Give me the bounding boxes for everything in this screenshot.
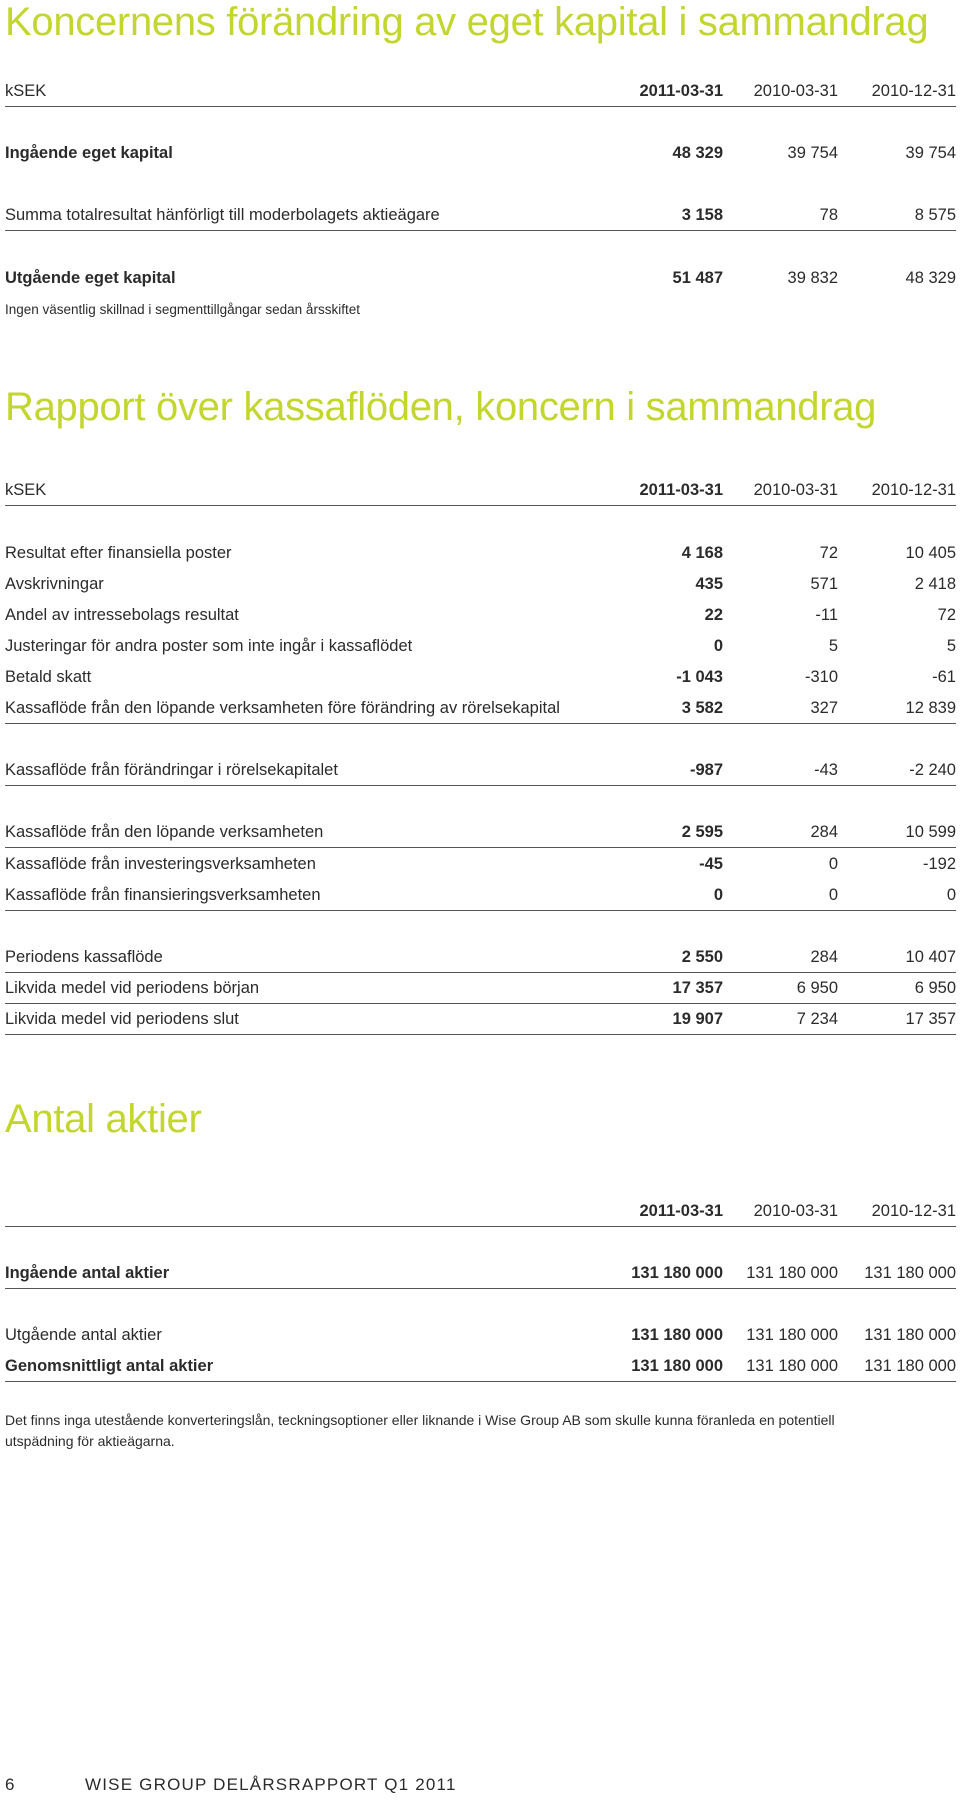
row-value: 6 950 — [796, 979, 838, 997]
row-value: 7 234 — [796, 1010, 838, 1028]
row-label: Ingående eget kapital — [5, 144, 173, 162]
row-value: 78 — [819, 206, 838, 224]
row-value: 10 599 — [905, 823, 956, 841]
row-value: 131 180 000 — [631, 1326, 723, 1344]
row-value: 5 — [828, 637, 838, 655]
row-value: -45 — [699, 855, 723, 873]
table-row — [5, 263, 956, 293]
row-value: 4 168 — [681, 544, 723, 562]
row-value: 17 357 — [905, 1010, 956, 1028]
row-value: 10 405 — [905, 544, 956, 562]
shares-title: Antal aktier — [5, 1097, 202, 1141]
row-value: 48 329 — [672, 144, 723, 162]
row-value: 0 — [713, 886, 723, 904]
col-2010-12-31: 2010-12-31 — [871, 481, 956, 499]
col-2011-03-31: 2011-03-31 — [639, 1202, 723, 1220]
row-value: 10 407 — [905, 948, 956, 966]
table-row — [5, 1320, 956, 1350]
shares-note: Det finns inga utestående konverteringslån, teckningsoptioner eller liknande i Wise Group AB som skulle kunna föranleda en potentiell utspädning för aktieägarna. — [5, 1412, 835, 1449]
table-row — [5, 631, 956, 661]
row-value: 284 — [810, 948, 838, 966]
table-row — [5, 849, 956, 879]
footer-title: WISE GROUP DELÅRSRAPPORT Q1 2011 — [85, 1775, 457, 1794]
equity-title: Koncernens förändring av eget kapital i sammandrag — [5, 0, 929, 44]
col-2010-03-31: 2010-03-31 — [753, 481, 838, 499]
row-value: 131 180 000 — [864, 1326, 956, 1344]
row-value: 17 357 — [672, 979, 723, 997]
row-value: 571 — [810, 575, 838, 593]
row-label: Likvida medel vid periodens början — [5, 979, 260, 997]
col-2010-12-31: 2010-12-31 — [871, 82, 956, 100]
table-row — [5, 662, 956, 692]
row-label: Justeringar för andra poster som inte ingår i kassaflödet — [5, 637, 413, 655]
row-label: Utgående antal aktier — [5, 1326, 162, 1344]
row-value: 2 550 — [681, 948, 723, 966]
table-row — [5, 538, 956, 568]
row-label: Utgående eget kapital — [5, 269, 176, 287]
table-row — [5, 1351, 956, 1382]
equity-note — [5, 295, 956, 325]
row-value: 5 — [946, 637, 956, 655]
row-label: Likvida medel vid periodens slut — [5, 1010, 239, 1028]
row-value: 131 180 000 — [746, 1264, 838, 1282]
row-label: Resultat efter finansiella poster — [5, 544, 232, 562]
table-row — [5, 200, 956, 231]
col-2011-03-31: 2011-03-31 — [639, 82, 723, 100]
row-label: Kassaflöde från den löpande verksamheten före förändring av rörelsekapital — [5, 699, 560, 717]
row-value: -192 — [922, 855, 956, 873]
row-value: 3 582 — [681, 699, 723, 717]
row-value: 39 832 — [787, 269, 838, 287]
col-2010-03-31: 2010-03-31 — [753, 1202, 838, 1220]
row-value: 2 418 — [914, 575, 956, 593]
table-row — [5, 755, 956, 786]
row-value: 39 754 — [787, 144, 838, 162]
row-value: 51 487 — [672, 269, 723, 287]
page-number: 6 — [5, 1775, 16, 1794]
row-label: Ingående antal aktier — [5, 1264, 170, 1282]
table-row — [5, 1258, 956, 1289]
row-value: 12 839 — [905, 699, 956, 717]
equity-header-row — [5, 76, 956, 107]
row-value: 0 — [946, 886, 956, 904]
row-label: Kassaflöde från finansieringsverksamheten — [5, 886, 321, 904]
table-row — [5, 138, 956, 168]
unit-label: kSEK — [5, 82, 47, 100]
row-value: 435 — [695, 575, 723, 593]
row-label: Kassaflöde från den löpande verksamheten — [5, 823, 324, 841]
row-value: 19 907 — [672, 1010, 723, 1028]
row-value: 6 950 — [914, 979, 956, 997]
row-label: Andel av intressebolags resultat — [5, 606, 239, 624]
table-row — [5, 973, 956, 1004]
row-value: 131 180 000 — [631, 1264, 723, 1282]
note-text: Ingen väsentlig skillnad i segmenttillgångar sedan årsskiftet — [5, 302, 360, 317]
table-row — [5, 1004, 956, 1035]
cashflow-header-row — [5, 475, 956, 506]
row-value: -61 — [932, 668, 956, 686]
table-row — [5, 693, 956, 724]
row-value: 131 180 000 — [746, 1357, 838, 1375]
shares-header-row — [5, 1196, 956, 1227]
unit-label: kSEK — [5, 481, 47, 499]
table-row — [5, 817, 956, 848]
row-label: Summa totalresultat hänförligt till moderbolagets aktieägare — [5, 206, 440, 224]
row-value: 8 575 — [914, 206, 956, 224]
table-row — [5, 942, 956, 973]
row-value: 327 — [810, 699, 838, 717]
row-value: -1 043 — [676, 668, 723, 686]
row-value: 131 180 000 — [631, 1357, 723, 1375]
row-label: Genomsnittligt antal aktier — [5, 1357, 214, 1375]
col-2010-03-31: 2010-03-31 — [753, 82, 838, 100]
row-value: 3 158 — [681, 206, 723, 224]
row-label: Kassaflöde från förändringar i rörelsekapitalet — [5, 761, 338, 779]
table-row — [5, 569, 956, 599]
col-2011-03-31: 2011-03-31 — [639, 481, 723, 499]
row-value: 0 — [828, 886, 838, 904]
row-value: 72 — [937, 606, 956, 624]
table-row — [5, 880, 956, 911]
col-2010-12-31: 2010-12-31 — [871, 1202, 956, 1220]
row-label: Kassaflöde från investeringsverksamheten — [5, 855, 316, 873]
row-value: 0 — [713, 637, 723, 655]
row-label: Betald skatt — [5, 668, 92, 686]
row-value: -43 — [814, 761, 838, 779]
row-value: 131 180 000 — [864, 1357, 956, 1375]
row-value: 48 329 — [905, 269, 956, 287]
row-value: -2 240 — [909, 761, 956, 779]
page-footer — [5, 1775, 457, 1795]
row-value: -987 — [689, 761, 723, 779]
row-value: -11 — [815, 606, 838, 624]
row-label: Periodens kassaflöde — [5, 948, 163, 966]
row-value: 39 754 — [905, 144, 956, 162]
row-value: 284 — [810, 823, 838, 841]
row-value: 72 — [819, 544, 838, 562]
row-value: 22 — [704, 606, 723, 624]
cashflow-title: Rapport över kassaflöden, koncern i sammandrag — [5, 385, 877, 429]
table-row — [5, 600, 956, 630]
row-label: Avskrivningar — [5, 575, 104, 593]
row-value: 131 180 000 — [746, 1326, 838, 1344]
row-value: 2 595 — [681, 823, 723, 841]
row-value: -310 — [804, 668, 838, 686]
row-value: 131 180 000 — [864, 1264, 956, 1282]
row-value: 0 — [828, 855, 838, 873]
